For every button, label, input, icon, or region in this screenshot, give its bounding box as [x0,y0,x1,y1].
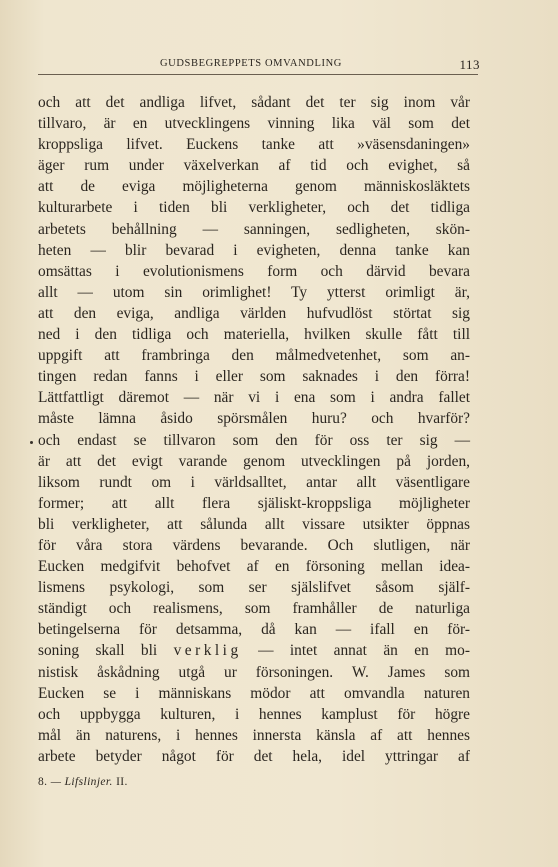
text-line: nistisk åskådning utgå ur försoningen. W. James som [38,663,470,681]
text-line: heten — blir bevarad i evigheten, denna tanke kan [38,241,470,259]
text-line: allt — utom sin orimlighet! Ty ytterst orimligt är, [38,283,470,301]
text-line: och endast se tillvaron som den för oss ter sig — [38,431,470,449]
text-line: är att det evigt varande genom utvecklingen på jorden, [38,452,470,470]
text-line: för våra stora värdens bevarande. Och slutligen, när [38,536,470,554]
text-line: och uppbygga kulturen, i hennes kamplust för högre [38,705,470,723]
margin-mark [30,441,33,444]
text-line: uppgift att frambringa den målmedvetenhet, som an- [38,347,470,365]
body-text [38,92,470,767]
text-line: ned i den tidliga och materiella, hvilken skulle fått till [38,326,470,344]
printer-signature [38,776,128,788]
text-line: att de eviga möjligheterna genom människosläktets [38,178,470,196]
text-line: bli verkligheter, att sålunda allt vissare utsikter öppnas [38,515,470,533]
text-line: måste lämna åsido spörsmålen huru? och hvarför? [38,410,470,428]
text-line: omsättas i evolutionismens form och därvid bevara [38,262,470,280]
text-line: Eucken medgifvit behofvet af en försoning mellan idea- [38,558,470,576]
page-number: 113 [459,57,480,72]
header-rule [38,74,478,75]
text-line: mål än naturens, i hennes innersta känsla af att hennes [38,726,470,744]
spaced-emphasis: verklig [173,642,242,660]
signature-title: — Lifslinjer. [50,776,113,788]
text-line: att den eviga, andliga världen hufvudlöst störtat sig [38,304,470,322]
text-line: Lättfattligt däremot — när vi i ena som i andra fallet [38,389,470,407]
text-line: kulturarbete i tiden bli verkligheter, och det tidliga [38,199,470,217]
text-line: lismens psykologi, som ser själslifvet såsom själf- [38,579,470,597]
text-line: former; att allt flera själiskt-kroppsliga möjligheter [38,494,470,512]
text-line: tingen redan fanns i eller som saknades i den förra! [38,368,470,386]
text-line-emphasis [38,640,470,661]
text-line: och att det andliga lifvet, sådant det ter sig inom vår [38,94,470,111]
text-segment: soning skall bli [38,642,158,660]
text-line: arbete betyder något för det hela, idel yttringar af [38,747,470,765]
text-line: betingelserna för detsamma, då kan — ifall en för- [38,621,470,639]
text-line: liksom rundt om i världsalltet, antar allt väsentligare [38,473,470,491]
text-segment: — intet annat än en mo- [258,642,470,660]
text-line: kroppsliga lifvet. Euckens tanke att »väsensdaningen» [38,136,470,154]
running-head: GUDSBEGREPPETS OMVANDLING [160,58,342,69]
signature-number: 8. [38,776,48,788]
text-line: Eucken se i människans mödor att omvandla naturen [38,684,470,702]
text-line: äger rum under växelverkan af tid och evighet, så [38,157,470,175]
signature-volume: II. [116,776,128,788]
text-line: ständigt och realismens, som framhåller de naturliga [38,600,470,618]
text-line: arbetets behållning — sanningen, sedligheten, skön- [38,220,470,238]
text-line: tillvaro, är en utvecklingens vinning lika väl som det [38,115,470,133]
